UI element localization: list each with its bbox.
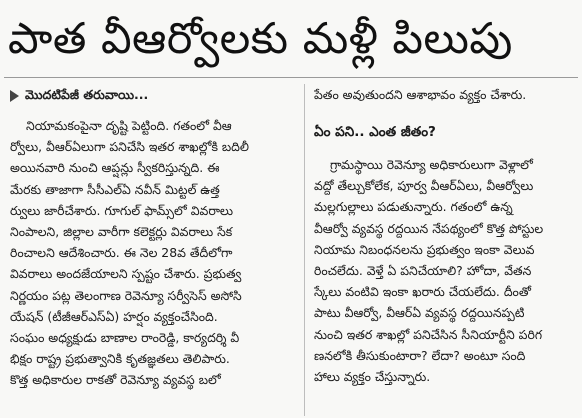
- text-line: హాలు వ్యక్తం చేస్తున్నారు.: [314, 368, 431, 384]
- text-line: రించలేదు. వెళ్తే ఏ పనిచేయాలి? హోదా, వేతన: [314, 262, 532, 278]
- text-line: ర్వోలు, వీఆర్‌ఏలుగా పనిచేసి ఇతర శాఖల్లోకి బదిలీ: [10, 139, 249, 155]
- text-line: వద్దో తేల్చుకోలేక, పూర్వ వీఆర్‌ఏలు, వీఆర్వోలు: [314, 178, 534, 194]
- text-line: రించాలని ఆదేశించారు. ఈ నెల 28వ తేదీలోగా: [10, 245, 233, 261]
- right-column-top: [314, 84, 576, 105]
- text-line: మల్లగుల్లాలు పడుతున్నారు. గతంలో ఉన్న: [314, 199, 513, 215]
- kicker-text: మొదటిపేజీ తరువాయి...: [25, 86, 149, 102]
- text-line: నుంచి ఇతర శాఖల్లో పనిచేసిన సీనియార్టీని పరిగ: [314, 326, 543, 342]
- text-line: అయినవారి నుంచి ఆప్షన్లు స్వీకరిస్తున్నది. ఈ: [10, 160, 220, 176]
- text-line: కొత్త అధికారుల రాకతో రెవెన్యూ వ్యవస్థ బలో: [10, 372, 221, 388]
- text-line: మేరకు తాజాగా సీసీఎల్‌ఏ నవీన్ మిట్టల్ ఉత్త: [10, 181, 220, 197]
- headline-divider: [4, 77, 578, 78]
- text-line: ణనలోకి తీసుకుంటారా? లేదా? అంటూ సంది: [314, 347, 526, 363]
- left-column: [10, 115, 298, 390]
- text-line: పాటు వీఆర్వో, వీఆర్‌ఏ వ్యవస్థ రద్దయినప్పటి: [314, 305, 525, 321]
- triangle-right-icon: [10, 90, 19, 102]
- subheading: ఏం పని.. ఎంత జీతం?: [314, 124, 436, 140]
- text-line: నిర్ణయం పట్ల తెలంగాణ రెవెన్యూ సర్వీసెస్ అసోసి: [10, 287, 242, 303]
- text-line: సంఘం అధ్యక్షుడు బాణాల రాంరెడ్డి, కార్యదర్శి వీ: [10, 329, 240, 345]
- text-line: నియామకంపైనా దృష్టి పెట్టింది. గతంలో వీఆ: [26, 118, 232, 133]
- continuation-kicker: [10, 85, 148, 107]
- text-line: గ్రామస్థాయి రెవెన్యూ అధికారులుగా వెళ్లాలో: [330, 157, 533, 172]
- text-line: వీఆర్వో వ్యవస్థ రద్దయిన నేపథ్యంలో కొత్త పోస్టుల: [314, 220, 544, 236]
- text-line: నింపాలని, జిల్లాల వారీగా కలెక్టర్లు వివరాలు సేక: [10, 223, 233, 239]
- text-line: నియామ నిబంధనలను ప్రభుత్వం ఇంకా వెలువ: [314, 241, 535, 257]
- headline: పాత వీఆర్వోలకు మళ్లీ పిలుపు: [8, 14, 513, 64]
- text-line: వివరాలు అందజేయాలని స్పష్టం చేశారు. ప్రభుత్వ: [10, 266, 242, 282]
- right-top-line: పేతం అవుతుందని ఆశాభావం వ్యక్తం చేశారు.: [314, 87, 527, 102]
- text-line: యేషన్ (టీజీఆర్‌ఎస్‌ఏ) హర్షం వ్యక్తంచేసింది.: [10, 308, 218, 324]
- text-line: ర్వులు జారీచేశారు. గూగుల్ ఫామ్స్‌లో వివరాలు: [10, 202, 233, 218]
- column-divider: [304, 84, 305, 416]
- text-line: భిక్షం రాష్ట్ర ప్రభుత్వానికి కృతజ్ఞతలు తెలిపారు.: [10, 351, 230, 367]
- right-column: [314, 154, 576, 387]
- text-line: స్కేలు వంటివి ఇంకా ఖరారు చేయలేదు. దీంతో: [314, 284, 531, 300]
